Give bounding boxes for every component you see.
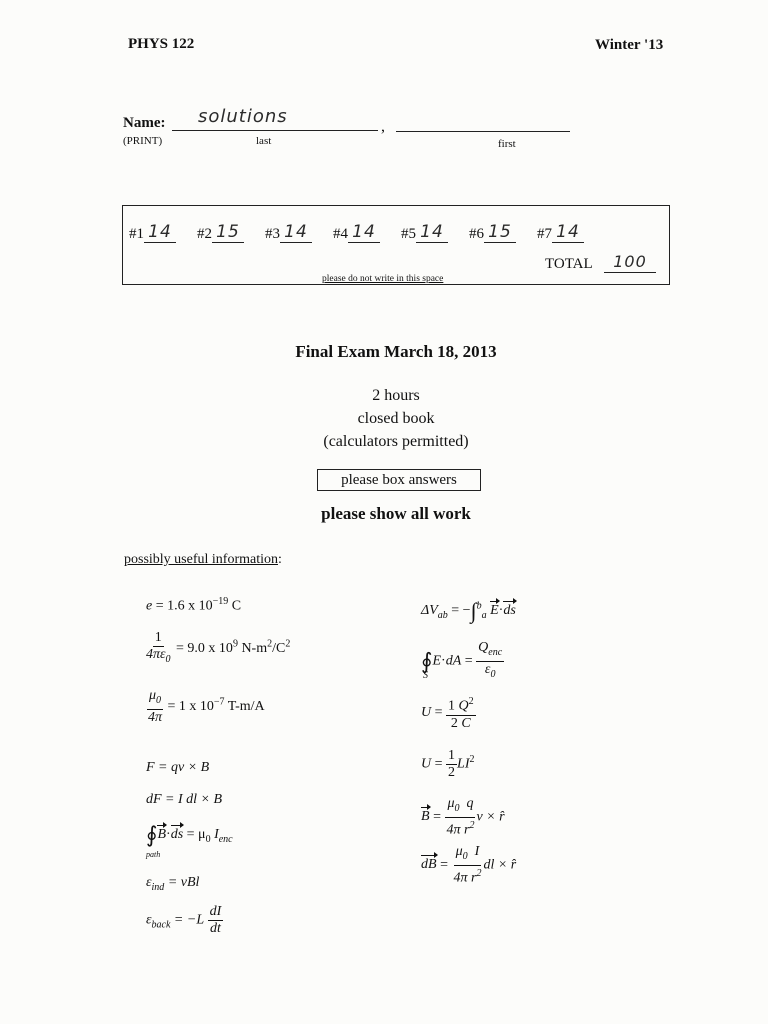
formula-biot-savart: dB = $\frac{\mu_0 I}{4\pi r^2}$ dl × r̂ bbox=[421, 844, 517, 886]
print-label: (PRINT) bbox=[123, 135, 163, 147]
score-item-6 bbox=[469, 222, 516, 243]
fraction-numerator: $\mu_0$ I bbox=[454, 844, 482, 866]
formula-inductor-energy: U = $\frac{1}{2}$ $LI^2$ bbox=[421, 748, 475, 780]
score-label: #3 bbox=[265, 226, 280, 242]
formula-lorentz-force: F = qv × B bbox=[146, 760, 210, 775]
fraction-numerator: 1 bbox=[448, 748, 456, 763]
score-label: #4 bbox=[333, 226, 348, 242]
numerator-text: I bbox=[474, 844, 480, 859]
last-name-field[interactable] bbox=[172, 130, 378, 131]
fraction-denominator: 2 bbox=[448, 765, 456, 780]
fraction-denominator: dt bbox=[210, 921, 221, 936]
formula-fraction bbox=[451, 844, 483, 886]
numerator-text: 1 bbox=[448, 698, 456, 714]
formula-path-label: path bbox=[146, 850, 161, 859]
formula-fraction bbox=[208, 904, 224, 937]
formula-fraction bbox=[146, 688, 164, 726]
score-label: #2 bbox=[197, 226, 212, 242]
formula-gauss-law: ∮E·dA = $\frac{Q_{enc}}{\varepsilon_0}$ bbox=[421, 640, 504, 683]
fraction-numerator bbox=[476, 640, 504, 662]
vector-db: dB bbox=[421, 857, 437, 873]
score-item-1 bbox=[129, 222, 176, 243]
score-value: 14 bbox=[348, 222, 380, 243]
contour-integral-symbol: ∮ bbox=[421, 648, 433, 674]
calculator-note: (calculators permitted) bbox=[323, 433, 469, 450]
formula-text: = 1 x 10 bbox=[164, 699, 214, 715]
numerator-text: μ bbox=[455, 844, 463, 859]
numerator-text: Q bbox=[458, 698, 469, 714]
denominator-text: ε bbox=[484, 661, 491, 677]
exam-duration: 2 hours bbox=[372, 387, 420, 404]
fraction-denominator: $\varepsilon_0$ bbox=[484, 661, 496, 680]
formula-fraction bbox=[444, 796, 476, 838]
fraction-numerator: $\mu_0$ bbox=[147, 688, 163, 710]
denominator-text: r bbox=[463, 822, 470, 838]
formula-subscript: enc bbox=[218, 834, 233, 846]
score-label: #6 bbox=[469, 226, 484, 242]
denominator-text: C bbox=[461, 715, 471, 731]
formula-point-charge-field: B = $\frac{\mu_0 q}{4\pi r^2}$ v × r̂ bbox=[421, 796, 505, 838]
formula-coulomb-constant bbox=[144, 630, 290, 668]
fraction-denominator: 4π bbox=[148, 709, 163, 725]
box-answers-note: please box answers bbox=[317, 469, 481, 491]
total-score: 100 bbox=[604, 252, 656, 273]
numerator-text: μ bbox=[148, 688, 157, 703]
exam-title: Final Exam March 18, 2013 bbox=[295, 342, 497, 361]
score-item-5 bbox=[401, 222, 448, 243]
score-value: 14 bbox=[552, 222, 584, 243]
formula-induced-emf bbox=[146, 875, 199, 893]
fraction-denominator bbox=[449, 716, 473, 732]
formula-fraction bbox=[446, 748, 457, 781]
score-value: 15 bbox=[484, 222, 516, 243]
formula-text: LI bbox=[457, 756, 470, 772]
formula-capacitor-energy: U = $\frac{1 Q^2}{2 C}$ bbox=[421, 696, 474, 731]
formula-exponent: −19 bbox=[212, 596, 229, 607]
info-heading-colon: : bbox=[278, 552, 282, 567]
fraction-numerator: 1 $Q^2$ bbox=[448, 696, 474, 714]
name-label: Name: bbox=[123, 115, 166, 131]
closed-book-note: closed book bbox=[357, 410, 435, 427]
vector-b: B bbox=[421, 809, 430, 825]
formula-fraction bbox=[144, 630, 173, 668]
formula-symbol: ε bbox=[146, 912, 152, 928]
formula-subscript: ind bbox=[151, 881, 165, 893]
fraction-numerator: $\mu_0$ q bbox=[445, 796, 475, 818]
formula-back-emf bbox=[146, 904, 223, 937]
formula-subscript: ab bbox=[437, 610, 448, 622]
formula-text: dl × r̂ bbox=[483, 857, 517, 873]
formula-force-on-current: dF = I dl × B bbox=[146, 792, 223, 807]
formula-unit: T-m/A bbox=[224, 699, 265, 715]
info-heading-text: possibly useful information bbox=[124, 552, 278, 567]
integral-symbol: ∫ bbox=[470, 598, 477, 623]
score-value: 14 bbox=[144, 222, 176, 243]
formula-subscript: enc bbox=[488, 646, 503, 658]
score-box bbox=[122, 205, 670, 285]
show-work-note: please show all work bbox=[321, 504, 471, 523]
denominator-text: 4π bbox=[453, 870, 468, 886]
fraction-denominator: 4π $r^2$ bbox=[453, 867, 482, 886]
formula-unit: N-m bbox=[237, 641, 268, 657]
fraction-denominator: 4π $r^2$ bbox=[446, 819, 475, 838]
formula-text: = −L bbox=[170, 912, 205, 928]
score-value: 14 bbox=[416, 222, 448, 243]
numerator-text: Q bbox=[478, 640, 489, 655]
score-label: #1 bbox=[129, 226, 144, 242]
formula-exponent: 2 bbox=[285, 638, 291, 650]
formula-text: = − bbox=[447, 603, 471, 619]
first-label: first bbox=[498, 138, 516, 150]
numerator-text: μ bbox=[447, 796, 455, 811]
fraction-denominator: $4\pi\varepsilon_0$ bbox=[146, 647, 171, 665]
fraction-numerator: 1 bbox=[154, 630, 162, 645]
vector-e: E bbox=[490, 603, 499, 619]
score-item-2 bbox=[197, 222, 244, 243]
score-item-7 bbox=[537, 222, 584, 243]
denominator-text: 2 bbox=[450, 715, 458, 731]
formula-potential-difference: $\Delta V_{ab} = -\int^b_a$ E·ds bbox=[421, 598, 516, 623]
formula-text: = vBl bbox=[164, 875, 200, 890]
formula-exponent: −7 bbox=[213, 696, 225, 708]
course-code: PHYS 122 bbox=[128, 36, 195, 52]
term-label: Winter '13 bbox=[595, 37, 664, 53]
formula-symbol: ε bbox=[146, 875, 152, 890]
handwritten-name: solutions bbox=[198, 106, 288, 127]
denominator-text: 4π bbox=[446, 822, 461, 838]
formula-unit: /C bbox=[272, 641, 286, 657]
formula-text: = 9.0 x 10 bbox=[172, 641, 233, 657]
formula-unit: C bbox=[228, 598, 242, 614]
formula-fraction bbox=[446, 694, 476, 732]
formula-exponent: 2 bbox=[267, 638, 273, 650]
formula-symbol: e bbox=[146, 598, 153, 614]
vector-ds: ds bbox=[503, 603, 516, 619]
score-item-4 bbox=[333, 222, 380, 243]
contour-integral-symbol: ∮ bbox=[146, 822, 158, 847]
formula-surface-label: S bbox=[423, 670, 428, 681]
formula-ampere-law: ∮B·ds = $\mu_0$ $I_{enc}$ bbox=[146, 822, 233, 847]
formula-text: v × r̂ bbox=[476, 809, 505, 825]
total-label: TOTAL bbox=[545, 256, 593, 272]
vector-b: B bbox=[157, 827, 167, 843]
numerator-text: q bbox=[466, 796, 474, 811]
formula-fraction bbox=[476, 640, 504, 683]
formula-text: = μ bbox=[183, 827, 206, 843]
score-label: #5 bbox=[401, 226, 416, 242]
score-value: 14 bbox=[280, 222, 312, 243]
denominator-text: 4πε bbox=[146, 647, 166, 662]
last-label: last bbox=[256, 135, 272, 147]
formula-mu0 bbox=[146, 688, 265, 726]
score-item-3 bbox=[265, 222, 312, 243]
score-box-note: please do not write in this space bbox=[322, 274, 444, 284]
info-heading bbox=[124, 552, 282, 568]
first-name-field[interactable] bbox=[396, 131, 570, 132]
name-separator: , bbox=[381, 118, 385, 135]
formula-subscript: back bbox=[151, 919, 171, 931]
denominator-text: r bbox=[470, 870, 477, 886]
vector-ds: ds bbox=[170, 827, 184, 843]
formula-exponent: 9 bbox=[232, 638, 238, 650]
score-label: #7 bbox=[537, 226, 552, 242]
formula-symbol: ΔV bbox=[421, 603, 438, 619]
formula-text: = 1.6 x 10 bbox=[152, 598, 213, 614]
score-value: 15 bbox=[212, 222, 244, 243]
current-symbol: I bbox=[214, 827, 219, 843]
fraction-numerator: dI bbox=[209, 904, 222, 919]
formula-electron-charge bbox=[146, 596, 241, 615]
